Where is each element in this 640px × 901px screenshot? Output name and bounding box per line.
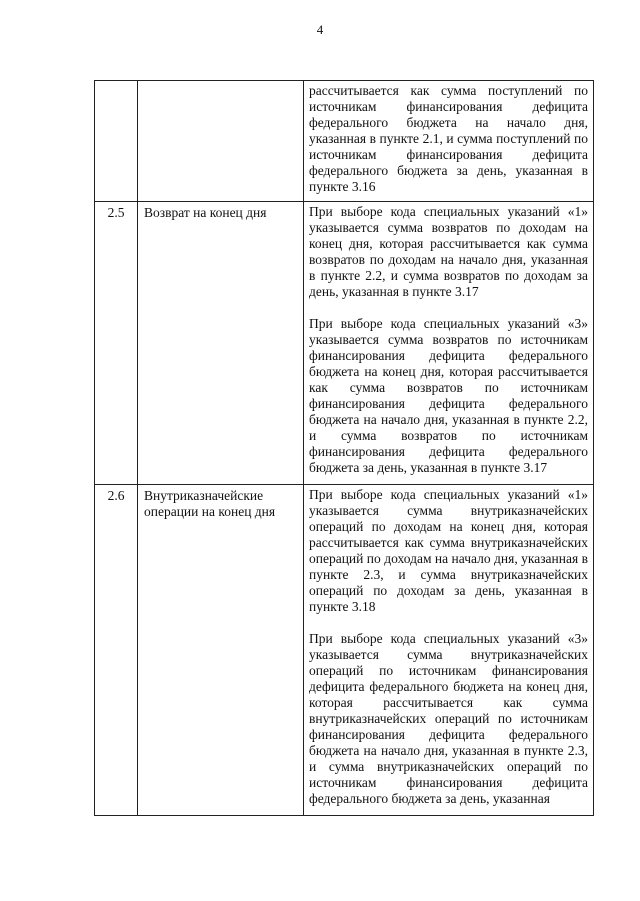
page-number: 4 [316,22,324,37]
specification-table [94,80,594,816]
row-number [95,81,138,202]
row-number: 2.5 [95,202,138,485]
table-row [95,202,594,485]
row-description [304,81,594,202]
description-paragraph: рассчитывается как сумма поступлений по источникам финансирования дефицита федерального бюджета на начало дня, указанная в пункте 2.1, и сумма поступлений по источникам финансирования дефицита федерального бюджета за день, указанная в пункте 3.16 [309,83,588,194]
description-paragraph: При выборе кода специальных указаний «1» указывается сумма внутриказначейских операций по доходам на конец дня, которая рассчитывается как сумма внутриказначейских операций по доходам на начало дня, указанная в пункте 2.3, и сумма внутриказначейских операций по доходам за день, указанная в пункте 3.18 [309,487,588,614]
description-paragraph: При выборе кода специальных указаний «3» указывается сумма возвратов по источникам финансирования дефицита федерального бюджета на конец дня, которая рассчитывается как сумма возвратов по источникам финансирования дефицита федерального бюджета на начало дня, указанная в пункте 2.2, и сумма возвратов по источникам финансирования дефицита федерального бюджета за день, указанная в пункте 3.17 [309,316,588,475]
row-field-name [138,81,304,202]
row-field-name: Внутриказначейские операции на конец дня [138,485,304,816]
row-description [304,485,594,816]
row-number: 2.6 [95,485,138,816]
table-row [95,485,594,816]
table-row [95,81,594,202]
row-description [304,202,594,485]
description-paragraph: При выборе кода специальных указаний «3» указывается сумма внутриказначейских операций по источникам финансирования дефицита федерального бюджета на конец дня, которая рассчитывается как сумма внутриказначейских операций по источникам финансирования дефицита федерального бюджета на начало дня, указанная в пункте 2.3, и сумма внутриказначейских операций по источникам финансирования дефицита федерального бюджета за день, указанная [309,631,588,806]
description-paragraph: При выборе кода специальных указаний «1» указывается сумма возвратов по доходам на конец дня, которая рассчитывается как сумма возвратов по доходам на начало дня, указанная в пункте 2.2, и сумма возвратов по доходам за день, указанная в пункте 3.17 [309,204,588,299]
row-field-name: Возврат на конец дня [138,202,304,485]
